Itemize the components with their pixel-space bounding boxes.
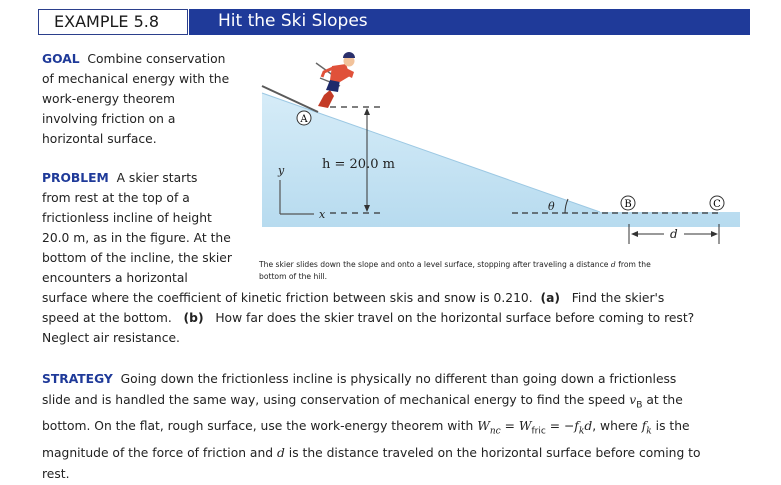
example-title: Hit the Ski Slopes	[218, 11, 368, 31]
part-a-label: (a)	[540, 291, 561, 305]
strategy-section	[42, 369, 767, 485]
height-arrow-head-up	[364, 108, 370, 115]
part-b-label: (b)	[183, 311, 204, 325]
x-axis-label: x	[319, 208, 326, 221]
problem-line-1: PROBLEM A skier starts	[42, 171, 198, 185]
problem-line-4: 20.0 m, as in the figure. At the	[42, 231, 231, 245]
problem-line-3: frictionless incline of height	[42, 211, 212, 225]
distance-arrow-head-left	[631, 231, 638, 237]
example-number: EXAMPLE 5.8	[54, 12, 160, 31]
height-label: h = 20.0 m	[322, 157, 395, 172]
goal-line-5: horizontal surface.	[42, 132, 157, 146]
strategy-line-1: STRATEGY Going down the frictionless incline is physically no different than going down a frictionless	[42, 372, 677, 386]
goal-line-4: involving friction on a	[42, 112, 176, 126]
problem-line-9: Neglect air resistance.	[42, 331, 180, 345]
goal-line-1: GOAL Combine conservation	[42, 52, 226, 66]
angle-label: θ	[548, 200, 555, 213]
point-c-marker	[710, 196, 724, 210]
strategy-line-3: bottom. On the flat, rough surface, use the work-energy theorem with $W_{nc} = W_{fric} = -f_kd$, where $f_k$ is the	[42, 419, 690, 437]
point-c-label: C	[713, 199, 721, 210]
problem-line-6: encounters a horizontal	[42, 271, 188, 285]
problem-line-2: from rest at the top of a	[42, 191, 190, 205]
goal-label: GOAL	[42, 52, 80, 66]
point-a-marker	[297, 111, 311, 125]
figure-caption	[259, 259, 759, 283]
point-b-marker	[621, 196, 635, 210]
distance-arrow-head-right	[711, 231, 718, 237]
strategy-label: STRATEGY	[42, 372, 113, 386]
point-b-label: B	[624, 199, 632, 210]
distance-label: d	[670, 227, 678, 241]
problem-line-7: surface where the coefficient of kinetic friction between skis and snow is 0.210. (a) Find the skier's	[42, 291, 665, 305]
goal-line-3: work-energy theorem	[42, 92, 175, 106]
problem-label: PROBLEM	[42, 171, 109, 185]
strategy-line-4: magnitude of the force of friction and d is the distance traveled on the horizontal surface before coming to	[42, 445, 701, 460]
problem-line-8: speed at the bottom. (b) How far does the skier travel on the horizontal surface before coming to rest?	[42, 311, 695, 325]
strategy-line-5: rest.	[42, 466, 70, 481]
point-a-label: A	[300, 114, 308, 125]
y-axis-label: y	[278, 164, 285, 177]
caption-line-2: bottom of the hill.	[259, 272, 328, 281]
caption-line-1: The skier slides down the slope and onto a level surface, stopping after traveling a distance d from the	[259, 260, 651, 269]
problem-line-5: bottom of the incline, the skier	[42, 251, 232, 265]
strategy-line-2: slide and is handled the same way, using conservation of mechanical energy to find the speed $v_B$ at the	[42, 393, 683, 411]
goal-line-2: of mechanical energy with the	[42, 72, 230, 86]
